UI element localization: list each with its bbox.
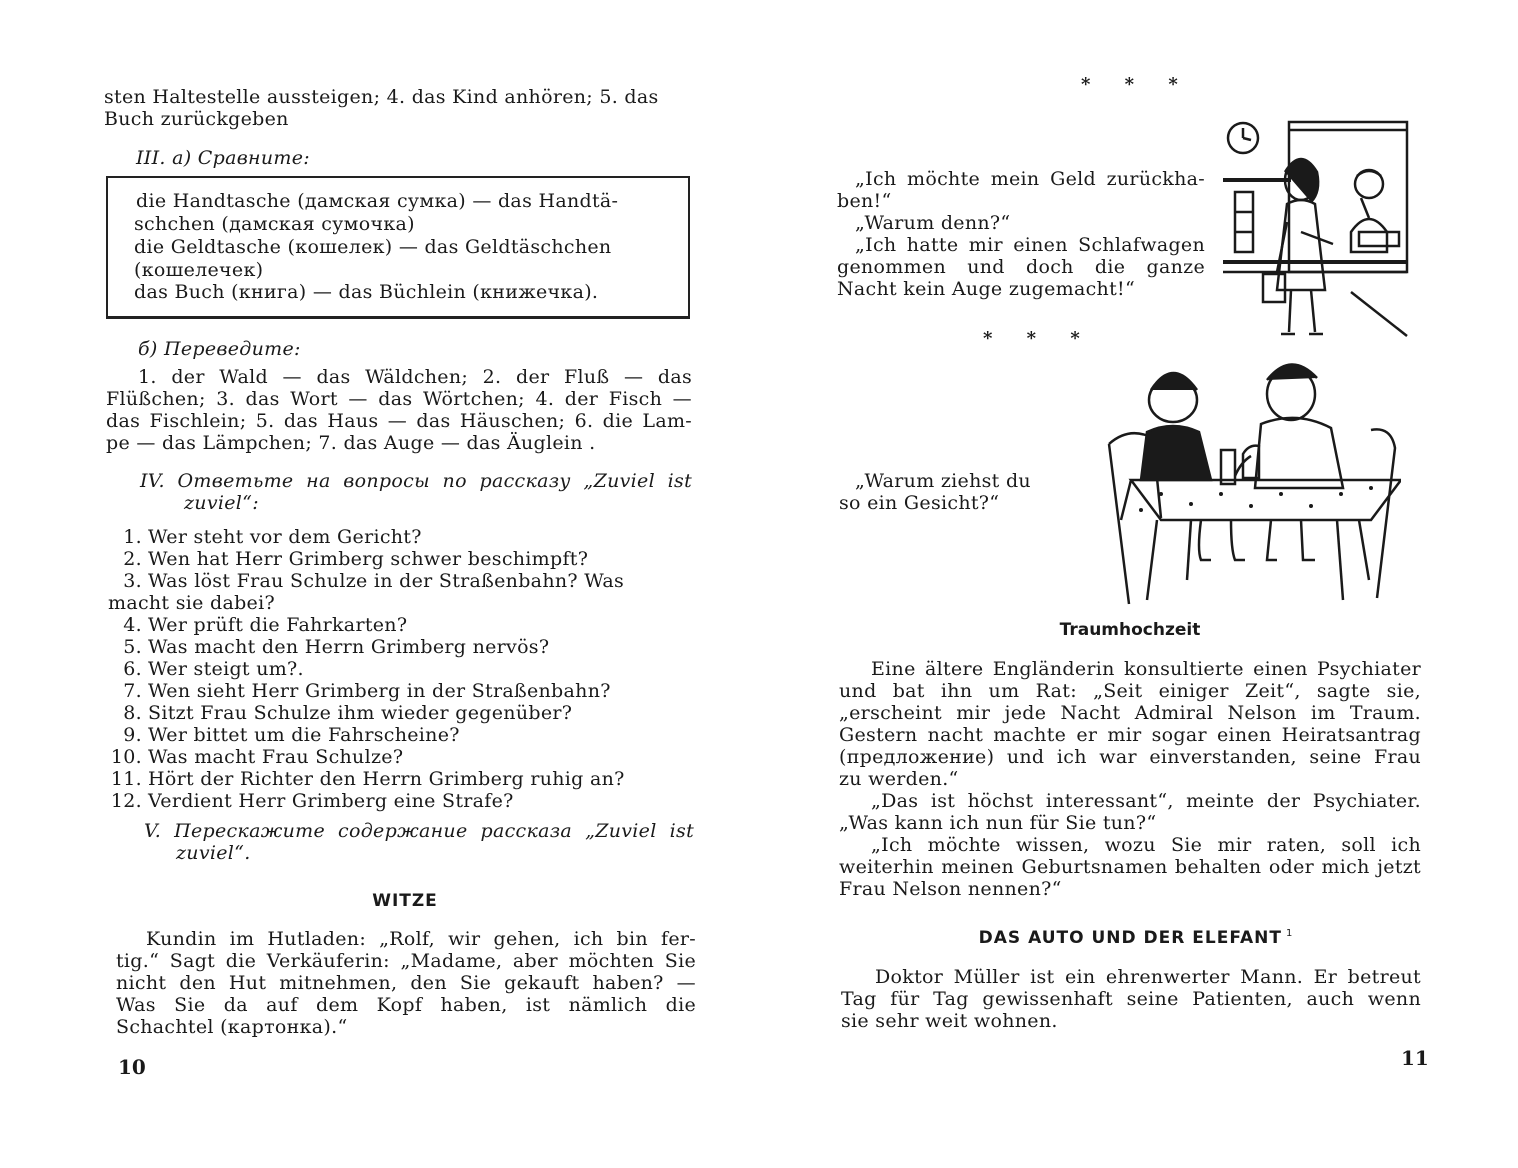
page-number: 11 — [1401, 1046, 1429, 1070]
compare-box — [106, 176, 690, 319]
translate-line: pe — das Lämpchen; 7. das Auge — das Äuglein . — [106, 432, 596, 454]
question-item: 8. Sitzt Frau Schulze ihm wieder gegenüber? — [123, 702, 573, 724]
stars-divider: * * * — [1081, 74, 1192, 95]
question-item: 2. Wen hat Herr Grimberg schwer beschimpft? — [123, 548, 589, 570]
stars-divider: * * * — [983, 328, 1094, 349]
joke1-line: ben!“ — [837, 190, 892, 212]
question-item: 12. Verdient Herr Grimberg eine Strafe? — [110, 790, 514, 812]
translate-text — [106, 366, 692, 454]
translate-line: das Fischlein; 5. das Haus — das Häuschen; 6. die Lam- — [106, 410, 692, 432]
compare-line: das Buch (книга) — das Büchlein (книжечка). — [134, 281, 599, 303]
translate-line: 1. der Wald — das Wäldchen; 2. der Fluß — das — [138, 366, 692, 388]
witze-line: Was Sie da auf dem Kopf haben, ist nämlich die — [116, 994, 696, 1016]
section5-heading: V. Перескажите содержание рассказа „Zuviel ist zuviel“. — [144, 820, 694, 864]
question-item: 4. Wer prüft die Fahrkarten? — [123, 614, 408, 636]
footnote-mark: 1 — [1285, 928, 1294, 940]
traum-line: und bat ihn um Rat: „Seit einiger Zeit“, sagte sie, — [839, 680, 1421, 702]
joke2-line: „Warum ziehst du — [855, 470, 1031, 492]
joke1-text — [837, 168, 1205, 300]
question-item: 3. Was löst Frau Schulze in der Straßenbahn? Was — [123, 570, 625, 592]
question-item: 6. Wer steigt um?. — [123, 658, 304, 680]
traum-line: „Ich möchte wissen, wozu Sie mir raten, soll ich — [871, 834, 1421, 856]
auto-line: sie sehr weit wohnen. — [841, 1010, 1058, 1032]
compare-line: (кошелечек) — [134, 259, 264, 281]
witze-line: Schachtel (картонка).“ — [116, 1016, 348, 1038]
auto-text — [841, 966, 1421, 1032]
section3-heading: III. а) Сравните: — [136, 147, 310, 169]
joke2-line: so ein Gesicht?“ — [839, 492, 1000, 514]
ticket-counter-illustration — [1221, 112, 1411, 344]
traum-line: (предложение) und ich war einverstanden, seine Frau — [839, 746, 1421, 768]
auto-line: Tag für Tag gewissenhaft seine Patienten, auch wenn — [841, 988, 1421, 1010]
question-item: 11. Hört der Richter den Herrn Grimberg ruhig an? — [110, 768, 625, 790]
witze-heading: WITZE — [372, 891, 438, 911]
section4-heading: IV. Ответьте на вопросы по рассказу „Zuviel ist zuviel“: — [140, 470, 692, 514]
joke1-line: „Ich möchte mein Geld zurückha- — [855, 168, 1205, 190]
witze-line: nicht den Hut mitnehmen, den Sie gekauft haben? — — [116, 972, 696, 994]
questions-list — [108, 526, 694, 812]
traum-heading: Traumhochzeit — [1059, 620, 1201, 640]
question-item: 5. Was macht den Herrn Grimberg nervös? — [123, 636, 550, 658]
intro-text: sten Haltestelle aussteigen; 4. das Kind anhören; 5. das Buch zurückgeben — [104, 86, 659, 130]
translate-line: Flüßchen; 3. das Wort — das Wörtchen; 4. der Fisch — — [106, 388, 692, 410]
question-item: 9. Wer bittet um die Fahrscheine? — [123, 724, 460, 746]
witze-line: Kundin im Hutladen: „Rolf, wir gehen, ich bin fer- — [146, 928, 696, 950]
joke1-line: Nacht kein Auge zugemacht!“ — [837, 278, 1135, 300]
joke1-line: „Ich hatte mir einen Schlafwagen — [855, 234, 1205, 256]
auto-line: Doktor Müller ist ein ehrenwerter Mann. Er betreut — [875, 966, 1421, 988]
translate-heading: б) Переведите: — [138, 338, 301, 360]
question-item: 10. Was macht Frau Schulze? — [110, 746, 404, 768]
traum-line: Gestern nacht machte er mir sogar einen Heiratsantrag — [839, 724, 1421, 746]
auto-heading: DAS AUTO UND DER ELEFANT $^1$ — [978, 928, 1294, 948]
traum-line: Eine ältere Engländerin konsultierte einen Psychiater — [871, 658, 1421, 680]
traum-text — [839, 658, 1421, 900]
breakfast-table-illustration — [1101, 360, 1401, 610]
question-item: 7. Wen sieht Herr Grimberg in der Straßenbahn? — [123, 680, 611, 702]
compare-line: die Geldtasche (кошелек) — das Geldtäschchen — [134, 236, 612, 258]
witze-line: tig.“ Sagt die Verkäuferin: „Madame, aber möchten Sie — [116, 950, 696, 972]
joke1-line: genommen und doch die ganze — [837, 256, 1205, 278]
traum-line: zu werden.“ — [839, 768, 959, 790]
traum-line: Frau Nelson nennen?“ — [839, 878, 1062, 900]
right-page — [759, 0, 1518, 1168]
traum-line: weiterhin meinen Geburtsnamen behalten oder mich jetzt — [839, 856, 1421, 878]
question-item: macht sie dabei? — [108, 592, 275, 614]
compare-line: schchen (дамская сумочка) — [134, 213, 415, 235]
compare-line: die Handtasche (дамская сумка) — das Handtä- — [136, 190, 619, 212]
question-item: 1. Wer steht vor dem Gericht? — [123, 526, 422, 548]
witze-text — [116, 928, 696, 1038]
traum-line: „Das ist höchst interessant“, meinte der Psychiater. — [871, 790, 1421, 812]
traum-line: „erscheint mir jede Nacht Admiral Nelson im Traum. — [839, 702, 1421, 724]
joke2-text — [839, 470, 1059, 514]
joke1-line: „Warum denn?“ — [855, 212, 1011, 234]
page-number: 10 — [118, 1055, 146, 1079]
traum-line: „Was kann ich nun für Sie tun?“ — [839, 812, 1157, 834]
